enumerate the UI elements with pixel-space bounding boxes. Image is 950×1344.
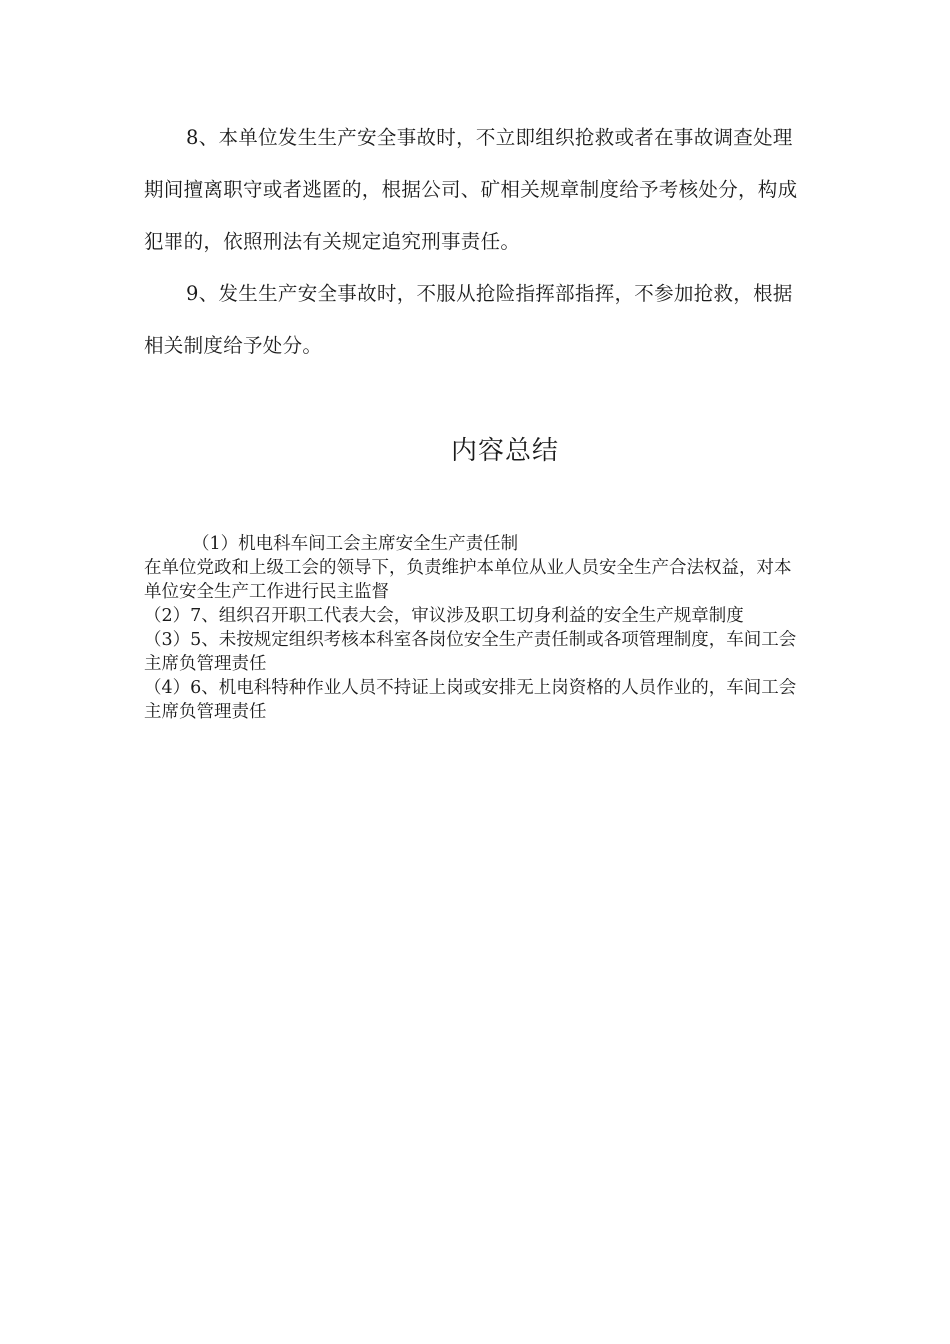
- summary-line: （4）6、机电科特种作业人员不持证上岗或安排无上岗资格的人员作业的，车间工会主席负管理责任: [144, 678, 797, 722]
- body-section: [144, 112, 808, 372]
- summary-line: 在单位党政和上级工会的领导下，负责维护本单位从业人员安全生产合法权益，对本单位安全生产工作进行民主监督: [144, 558, 792, 602]
- summary-title: 内容总结: [450, 436, 559, 466]
- paragraph-item-8: 8、本单位发生生产安全事故时，不立即组织抢救或者在事故调查处理期间擅离职守或者逃匿的，根据公司、矿相关规章制度给予考核处分，构成犯罪的，依照刑法有关规定追究刑事责任。: [144, 126, 798, 253]
- summary-line: （3）5、未按规定组织考核本科室各岗位安全生产责任制或各项管理制度，车间工会主席负管理责任: [144, 630, 797, 674]
- paragraph-item-9: 9、发生生产安全事故时，不服从抢险指挥部指挥，不参加抢救，根据相关制度给予处分。: [144, 282, 793, 357]
- summary-section: [144, 532, 804, 724]
- summary-line: （2）7、组织召开职工代表大会，审议涉及职工切身利益的安全生产规章制度: [144, 606, 744, 626]
- summary-line: （1）机电科车间工会主席安全生产责任制: [192, 534, 519, 554]
